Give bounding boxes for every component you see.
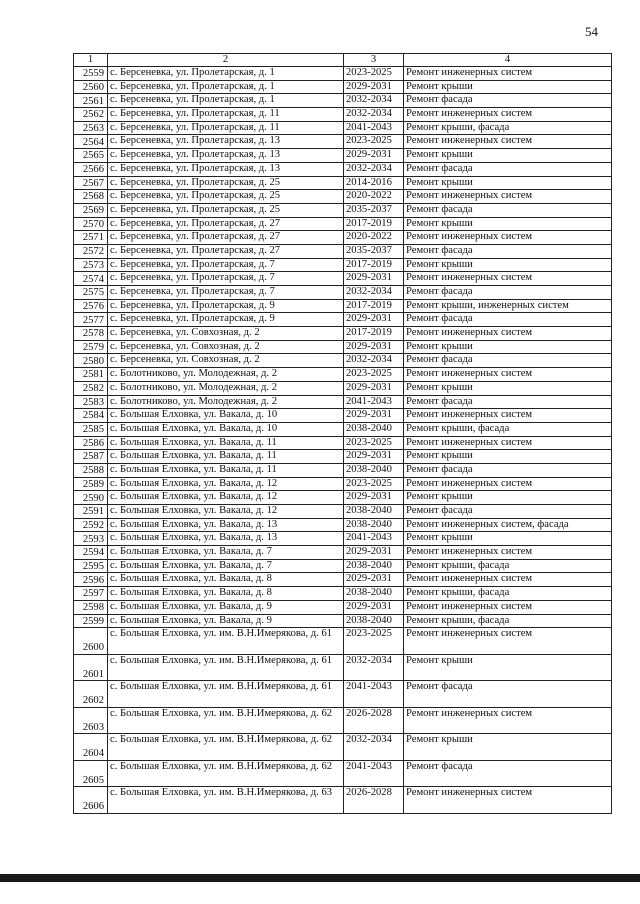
row-work-type: Ремонт фасада [404, 395, 612, 409]
row-number: 2573 [74, 258, 108, 272]
row-address: с. Берсеневка, ул. Совхозная, д. 2 [108, 340, 344, 354]
table-row [74, 450, 612, 464]
row-work-type: Ремонт фасада [404, 286, 612, 300]
row-period: 2032-2034 [344, 94, 404, 108]
row-period: 2029-2031 [344, 491, 404, 505]
row-period: 2029-2031 [344, 546, 404, 560]
row-address: с. Большая Елховка, ул. им. В.Н.Имерякова, д. 62 [108, 707, 344, 734]
row-work-type: Ремонт фасада [404, 505, 612, 519]
row-work-type: Ремонт фасада [404, 760, 612, 787]
table-row [74, 532, 612, 546]
row-period: 2038-2040 [344, 614, 404, 628]
registry-table [73, 53, 612, 814]
row-number: 2604 [74, 734, 108, 761]
row-number: 2593 [74, 532, 108, 546]
row-work-type: Ремонт инженерных систем [404, 272, 612, 286]
row-address: с. Берсеневка, ул. Пролетарская, д. 7 [108, 258, 344, 272]
table-row [74, 244, 612, 258]
row-address: с. Большая Елховка, ул. Вакала, д. 12 [108, 505, 344, 519]
row-number: 2589 [74, 477, 108, 491]
row-work-type: Ремонт крыши, фасада [404, 559, 612, 573]
table-row [74, 518, 612, 532]
table-row [74, 559, 612, 573]
row-period: 2017-2019 [344, 217, 404, 231]
row-work-type: Ремонт крыши, инженерных систем [404, 299, 612, 313]
row-period: 2038-2040 [344, 422, 404, 436]
table-body [74, 67, 612, 814]
row-work-type: Ремонт инженерных систем [404, 600, 612, 614]
row-number: 2582 [74, 381, 108, 395]
row-number: 2595 [74, 559, 108, 573]
row-work-type: Ремонт крыши, фасада [404, 422, 612, 436]
row-address: с. Берсеневка, ул. Совхозная, д. 2 [108, 354, 344, 368]
row-period: 2026-2028 [344, 707, 404, 734]
table-row [74, 149, 612, 163]
row-period: 2038-2040 [344, 587, 404, 601]
row-number: 2574 [74, 272, 108, 286]
row-address: с. Берсеневка, ул. Совхозная, д. 2 [108, 327, 344, 341]
row-period: 2023-2025 [344, 477, 404, 491]
row-number: 2576 [74, 299, 108, 313]
row-number: 2586 [74, 436, 108, 450]
row-work-type: Ремонт фасада [404, 244, 612, 258]
row-period: 2017-2019 [344, 258, 404, 272]
row-work-type: Ремонт инженерных систем [404, 327, 612, 341]
row-address: с. Берсеневка, ул. Пролетарская, д. 13 [108, 149, 344, 163]
table-header-row [74, 54, 612, 67]
row-address: с. Берсеневка, ул. Пролетарская, д. 27 [108, 217, 344, 231]
row-number: 2601 [74, 654, 108, 681]
row-address: с. Болотниково, ул. Молодежная, д. 2 [108, 395, 344, 409]
table-row [74, 395, 612, 409]
table-row [74, 368, 612, 382]
row-number: 2570 [74, 217, 108, 231]
row-address: с. Большая Елховка, ул. Вакала, д. 11 [108, 463, 344, 477]
table-row [74, 135, 612, 149]
row-period: 2029-2031 [344, 272, 404, 286]
row-work-type: Ремонт фасада [404, 203, 612, 217]
table-row [74, 760, 612, 787]
row-work-type: Ремонт крыши [404, 149, 612, 163]
row-address: с. Большая Елховка, ул. Вакала, д. 8 [108, 573, 344, 587]
row-period: 2035-2037 [344, 203, 404, 217]
row-number: 2562 [74, 108, 108, 122]
table-row [74, 272, 612, 286]
page-number: 54 [585, 24, 598, 39]
table-row [74, 217, 612, 231]
row-work-type: Ремонт инженерных систем [404, 135, 612, 149]
row-address: с. Берсеневка, ул. Пролетарская, д. 7 [108, 272, 344, 286]
row-number: 2580 [74, 354, 108, 368]
row-period: 2029-2031 [344, 80, 404, 94]
row-period: 2041-2043 [344, 395, 404, 409]
row-address: с. Большая Елховка, ул. Вакала, д. 13 [108, 532, 344, 546]
row-period: 2020-2022 [344, 231, 404, 245]
row-work-type: Ремонт крыши, фасада [404, 121, 612, 135]
row-address: с. Большая Елховка, ул. им. В.Н.Имерякова, д. 63 [108, 787, 344, 814]
row-number: 2563 [74, 121, 108, 135]
row-work-type: Ремонт инженерных систем [404, 67, 612, 81]
row-number: 2588 [74, 463, 108, 477]
row-period: 2029-2031 [344, 450, 404, 464]
row-period: 2029-2031 [344, 340, 404, 354]
row-address: с. Большая Елховка, ул. Вакала, д. 8 [108, 587, 344, 601]
row-number: 2571 [74, 231, 108, 245]
row-period: 2020-2022 [344, 190, 404, 204]
row-address: с. Берсеневка, ул. Пролетарская, д. 27 [108, 244, 344, 258]
row-work-type: Ремонт крыши [404, 734, 612, 761]
row-number: 2578 [74, 327, 108, 341]
row-address: с. Большая Елховка, ул. Вакала, д. 11 [108, 450, 344, 464]
header-col-period: 3 [344, 54, 404, 67]
row-address: с. Берсеневка, ул. Пролетарская, д. 9 [108, 313, 344, 327]
row-work-type: Ремонт инженерных систем [404, 546, 612, 560]
row-work-type: Ремонт инженерных систем [404, 409, 612, 423]
table-row [74, 299, 612, 313]
row-period: 2041-2043 [344, 532, 404, 546]
row-number: 2575 [74, 286, 108, 300]
table-row [74, 477, 612, 491]
row-work-type: Ремонт инженерных систем [404, 573, 612, 587]
row-number: 2597 [74, 587, 108, 601]
row-number: 2603 [74, 707, 108, 734]
table-row [74, 258, 612, 272]
row-period: 2032-2034 [344, 654, 404, 681]
row-address: с. Большая Елховка, ул. им. В.Н.Имерякова, д. 62 [108, 760, 344, 787]
row-number: 2561 [74, 94, 108, 108]
row-number: 2592 [74, 518, 108, 532]
row-period: 2035-2037 [344, 244, 404, 258]
row-address: с. Большая Елховка, ул. Вакала, д. 13 [108, 518, 344, 532]
row-work-type: Ремонт фасада [404, 681, 612, 708]
row-period: 2029-2031 [344, 573, 404, 587]
row-address: с. Берсеневка, ул. Пролетарская, д. 11 [108, 121, 344, 135]
row-work-type: Ремонт крыши [404, 532, 612, 546]
row-period: 2041-2043 [344, 121, 404, 135]
table-row [74, 505, 612, 519]
row-address: с. Берсеневка, ул. Пролетарская, д. 13 [108, 135, 344, 149]
row-period: 2023-2025 [344, 67, 404, 81]
row-number: 2587 [74, 450, 108, 464]
table-row [74, 573, 612, 587]
row-number: 2581 [74, 368, 108, 382]
table-row [74, 600, 612, 614]
row-address: с. Большая Елховка, ул. Вакала, д. 9 [108, 614, 344, 628]
row-address: с. Берсеневка, ул. Пролетарская, д. 13 [108, 162, 344, 176]
row-period: 2029-2031 [344, 381, 404, 395]
row-period: 2023-2025 [344, 368, 404, 382]
row-work-type: Ремонт крыши [404, 654, 612, 681]
table-row [74, 734, 612, 761]
row-number: 2584 [74, 409, 108, 423]
row-period: 2026-2028 [344, 787, 404, 814]
row-work-type: Ремонт крыши [404, 217, 612, 231]
row-number: 2600 [74, 628, 108, 655]
row-number: 2568 [74, 190, 108, 204]
row-work-type: Ремонт фасада [404, 94, 612, 108]
table-row [74, 681, 612, 708]
row-address: с. Большая Елховка, ул. им. В.Н.Имерякова, д. 61 [108, 628, 344, 655]
row-number: 2572 [74, 244, 108, 258]
row-period: 2029-2031 [344, 313, 404, 327]
row-number: 2577 [74, 313, 108, 327]
row-number: 2560 [74, 80, 108, 94]
row-period: 2041-2043 [344, 760, 404, 787]
row-address: с. Берсеневка, ул. Пролетарская, д. 27 [108, 231, 344, 245]
row-address: с. Берсеневка, ул. Пролетарская, д. 9 [108, 299, 344, 313]
row-work-type: Ремонт крыши [404, 80, 612, 94]
row-address: с. Большая Елховка, ул. Вакала, д. 7 [108, 559, 344, 573]
row-number: 2579 [74, 340, 108, 354]
row-address: с. Большая Елховка, ул. Вакала, д. 12 [108, 491, 344, 505]
row-period: 2032-2034 [344, 108, 404, 122]
row-period: 2032-2034 [344, 162, 404, 176]
header-col-number: 1 [74, 54, 108, 67]
row-work-type: Ремонт инженерных систем [404, 477, 612, 491]
row-address: с. Большая Елховка, ул. им. В.Н.Имерякова, д. 61 [108, 681, 344, 708]
row-number: 2602 [74, 681, 108, 708]
table-row [74, 176, 612, 190]
row-address: с. Большая Елховка, ул. им. В.Н.Имерякова, д. 62 [108, 734, 344, 761]
row-number: 2559 [74, 67, 108, 81]
row-address: с. Большая Елховка, ул. Вакала, д. 12 [108, 477, 344, 491]
header-col-work: 4 [404, 54, 612, 67]
row-address: с. Болотниково, ул. Молодежная, д. 2 [108, 381, 344, 395]
row-address: с. Большая Елховка, ул. Вакала, д. 10 [108, 409, 344, 423]
row-address: с. Берсеневка, ул. Пролетарская, д. 25 [108, 203, 344, 217]
row-work-type: Ремонт инженерных систем [404, 108, 612, 122]
row-address: с. Болотниково, ул. Молодежная, д. 2 [108, 368, 344, 382]
row-address: с. Большая Елховка, ул. Вакала, д. 7 [108, 546, 344, 560]
row-work-type: Ремонт крыши [404, 340, 612, 354]
row-work-type: Ремонт крыши, фасада [404, 587, 612, 601]
row-work-type: Ремонт крыши [404, 450, 612, 464]
table-row [74, 546, 612, 560]
table-row [74, 707, 612, 734]
row-address: с. Берсеневка, ул. Пролетарская, д. 25 [108, 190, 344, 204]
row-work-type: Ремонт фасада [404, 162, 612, 176]
row-number: 2569 [74, 203, 108, 217]
table-row [74, 654, 612, 681]
row-number: 2565 [74, 149, 108, 163]
row-period: 2017-2019 [344, 327, 404, 341]
row-number: 2564 [74, 135, 108, 149]
row-period: 2032-2034 [344, 354, 404, 368]
row-period: 2032-2034 [344, 734, 404, 761]
table-row [74, 436, 612, 450]
row-period: 2038-2040 [344, 505, 404, 519]
row-period: 2038-2040 [344, 559, 404, 573]
table-row [74, 231, 612, 245]
row-work-type: Ремонт крыши [404, 176, 612, 190]
row-address: с. Берсеневка, ул. Пролетарская, д. 7 [108, 286, 344, 300]
table-row [74, 286, 612, 300]
table-row [74, 587, 612, 601]
row-period: 2023-2025 [344, 135, 404, 149]
row-period: 2023-2025 [344, 628, 404, 655]
row-period: 2029-2031 [344, 409, 404, 423]
row-address: с. Большая Елховка, ул. им. В.Н.Имерякова, д. 61 [108, 654, 344, 681]
row-work-type: Ремонт инженерных систем [404, 190, 612, 204]
row-work-type: Ремонт инженерных систем, фасада [404, 518, 612, 532]
table-row [74, 381, 612, 395]
row-address: с. Берсеневка, ул. Пролетарская, д. 25 [108, 176, 344, 190]
row-work-type: Ремонт инженерных систем [404, 707, 612, 734]
row-work-type: Ремонт инженерных систем [404, 628, 612, 655]
row-number: 2567 [74, 176, 108, 190]
table-row [74, 614, 612, 628]
row-address: с. Большая Елховка, ул. Вакала, д. 11 [108, 436, 344, 450]
table-row [74, 491, 612, 505]
row-address: с. Берсеневка, ул. Пролетарская, д. 1 [108, 80, 344, 94]
table-row [74, 327, 612, 341]
table-row [74, 354, 612, 368]
table-row [74, 67, 612, 81]
row-number: 2598 [74, 600, 108, 614]
row-period: 2029-2031 [344, 149, 404, 163]
row-address: с. Берсеневка, ул. Пролетарская, д. 1 [108, 94, 344, 108]
table-row [74, 787, 612, 814]
row-period: 2041-2043 [344, 681, 404, 708]
row-number: 2566 [74, 162, 108, 176]
table-row [74, 108, 612, 122]
row-work-type: Ремонт инженерных систем [404, 368, 612, 382]
table-row [74, 463, 612, 477]
table-row [74, 80, 612, 94]
row-work-type: Ремонт инженерных систем [404, 436, 612, 450]
table-row [74, 422, 612, 436]
row-number: 2590 [74, 491, 108, 505]
row-number: 2599 [74, 614, 108, 628]
header-col-address: 2 [108, 54, 344, 67]
row-period: 2029-2031 [344, 600, 404, 614]
row-work-type: Ремонт крыши [404, 381, 612, 395]
row-number: 2596 [74, 573, 108, 587]
row-period: 2023-2025 [344, 436, 404, 450]
row-address: с. Берсеневка, ул. Пролетарская, д. 11 [108, 108, 344, 122]
row-work-type: Ремонт фасада [404, 463, 612, 477]
table-row [74, 94, 612, 108]
row-work-type: Ремонт фасада [404, 354, 612, 368]
scan-edge-bar [0, 874, 640, 882]
row-number: 2585 [74, 422, 108, 436]
table-row [74, 203, 612, 217]
row-period: 2038-2040 [344, 518, 404, 532]
row-number: 2583 [74, 395, 108, 409]
row-work-type: Ремонт инженерных систем [404, 231, 612, 245]
row-period: 2032-2034 [344, 286, 404, 300]
row-period: 2017-2019 [344, 299, 404, 313]
table-row [74, 190, 612, 204]
row-work-type: Ремонт фасада [404, 313, 612, 327]
row-period: 2014-2016 [344, 176, 404, 190]
table-row [74, 313, 612, 327]
row-work-type: Ремонт инженерных систем [404, 787, 612, 814]
row-work-type: Ремонт крыши, фасада [404, 614, 612, 628]
table-row [74, 121, 612, 135]
table-row [74, 628, 612, 655]
row-period: 2038-2040 [344, 463, 404, 477]
row-number: 2605 [74, 760, 108, 787]
table-row [74, 340, 612, 354]
row-address: с. Большая Елховка, ул. Вакала, д. 10 [108, 422, 344, 436]
table-row [74, 409, 612, 423]
row-work-type: Ремонт крыши [404, 491, 612, 505]
row-number: 2591 [74, 505, 108, 519]
row-work-type: Ремонт крыши [404, 258, 612, 272]
row-address: с. Большая Елховка, ул. Вакала, д. 9 [108, 600, 344, 614]
row-number: 2594 [74, 546, 108, 560]
row-number: 2606 [74, 787, 108, 814]
row-address: с. Берсеневка, ул. Пролетарская, д. 1 [108, 67, 344, 81]
table-row [74, 162, 612, 176]
